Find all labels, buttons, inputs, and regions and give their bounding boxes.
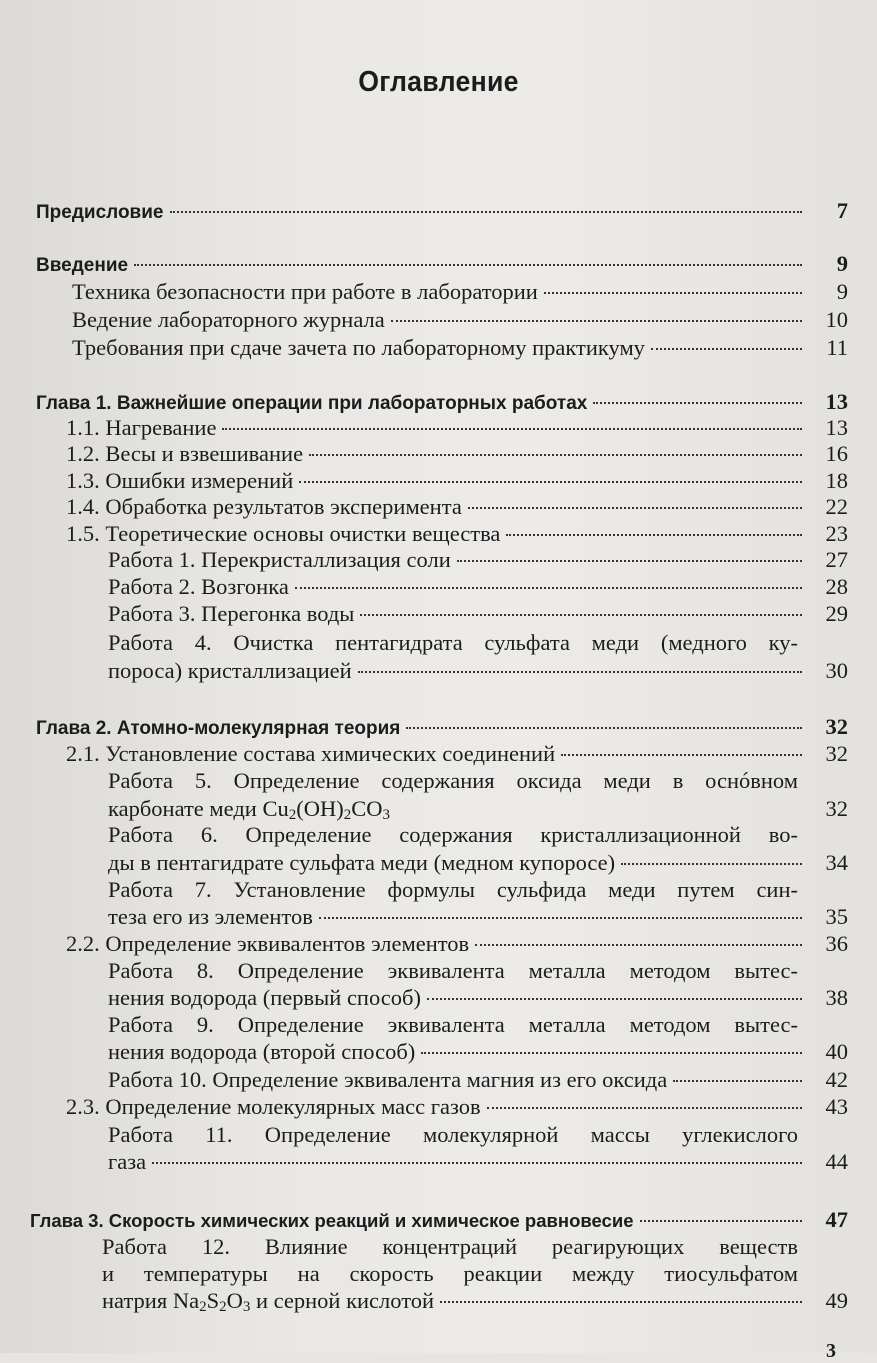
entry-page: 35	[825, 904, 848, 929]
toc-entry-1-1[interactable]	[66, 415, 848, 441]
toc-entry-1-5[interactable]	[66, 521, 848, 547]
entry-page: 32	[825, 796, 848, 821]
leader-dots	[468, 507, 802, 509]
toc-entry-1-4[interactable]	[66, 494, 848, 520]
entry-text: нения водорода (первый способ)	[108, 985, 421, 1010]
leader-dots	[593, 402, 802, 404]
entry-page: 13	[825, 389, 848, 414]
toc-entry-preface[interactable]	[36, 198, 848, 226]
entry-text: ды в пентагидрате сульфата меди (медном купоросе)	[108, 850, 616, 875]
toc-entry-work-5-line1: Работа 5. Определение содержания оксида меди в оснóвном	[108, 768, 798, 793]
leader-dots	[457, 560, 802, 562]
toc-entry-chapter-2[interactable]	[36, 714, 848, 742]
toc-entry-work-9[interactable]	[108, 1039, 848, 1065]
toc-entry-work-12-line1: Работа 12. Влияние концентраций реагирующих веществ	[102, 1234, 798, 1259]
toc-entry-work-9-line1: Работа 9. Определение эквивалента металла методом вытес-	[108, 1012, 798, 1037]
leader-dots	[391, 320, 802, 322]
toc-entry-work-11-line1: Работа 11. Определение молекулярной массы углекислого	[108, 1122, 798, 1147]
toc-entry-work-7[interactable]	[108, 904, 848, 930]
entry-text: Введение	[36, 255, 129, 276]
toc-entry-safety[interactable]	[72, 279, 848, 305]
leader-dots	[134, 264, 802, 266]
entry-text: карбонате меди $Cu_2(OH)_2CO_3$	[108, 796, 390, 823]
leader-dots	[673, 1080, 802, 1082]
toc-entry-1-2[interactable]	[66, 441, 848, 467]
toc-entry-work-3[interactable]	[108, 601, 848, 627]
entry-page: 23	[825, 521, 848, 546]
entry-page: 27	[825, 547, 848, 572]
entry-page: 10	[825, 307, 848, 332]
toc-entry-work-6[interactable]	[108, 850, 848, 876]
toc-entry-chapter-1[interactable]	[36, 389, 848, 417]
toc-entry-1-3[interactable]	[66, 468, 848, 494]
leader-dots	[561, 754, 802, 756]
toc-entry-work-12-line2: и температуры на скорость реакции между тиосульфатом	[102, 1261, 798, 1286]
toc-entry-work-4-line1: Работа 4. Очистка пентагидрата сульфата меди (медного ку-	[108, 630, 798, 655]
entry-page: 29	[825, 601, 848, 626]
entry-text: Глава 1. Важнейшие операции при лабораторных работах	[36, 393, 588, 414]
toc-entry-work-7-line1: Работа 7. Установление формулы сульфида меди путем син-	[108, 877, 798, 902]
toc-entry-work-5[interactable]	[108, 796, 848, 822]
toc-entry-journal[interactable]	[72, 307, 848, 333]
entry-text: Работа 10. Определение эквивалента магния из его оксида	[108, 1067, 668, 1092]
entry-page: 49	[825, 1288, 848, 1313]
toc-entry-intro[interactable]	[36, 251, 848, 279]
entry-page: 9	[836, 279, 848, 304]
entry-text: Работа 3. Перегонка воды	[108, 601, 355, 626]
toc-entry-work-8-line1: Работа 8. Определение эквивалента металла методом вытес-	[108, 958, 798, 983]
leader-space	[396, 809, 802, 811]
toc-entry-work-2[interactable]	[108, 574, 848, 600]
entry-page: 11	[826, 335, 848, 360]
leader-dots	[506, 534, 802, 536]
leader-dots	[170, 211, 803, 213]
entry-text: 2.3. Определение молекулярных масс газов	[66, 1094, 481, 1119]
toc-entry-work-11[interactable]	[108, 1149, 848, 1175]
toc-entry-work-10[interactable]	[108, 1067, 848, 1093]
entry-page: 38	[825, 985, 848, 1010]
leader-dots	[299, 481, 802, 483]
toc-entry-2-1[interactable]	[66, 741, 848, 767]
entry-page: 40	[825, 1039, 848, 1064]
entry-page: 43	[825, 1094, 848, 1119]
leader-dots	[406, 727, 802, 729]
entry-text: Работа 1. Перекристаллизация соли	[108, 547, 451, 572]
leader-dots	[640, 1220, 803, 1222]
toc-entry-chapter-3[interactable]	[30, 1207, 848, 1234]
leader-dots	[621, 863, 802, 865]
entry-text: Глава 2. Атомно-молекулярная теория	[36, 718, 401, 739]
page-title: Оглавление	[358, 66, 519, 98]
leader-dots	[475, 944, 802, 946]
entry-text: Техника безопасности при работе в лаборатории	[72, 279, 538, 304]
entry-text: нения водорода (второй способ)	[108, 1039, 416, 1064]
entry-text: пороса) кристаллизацией	[108, 658, 352, 683]
entry-text: Предисловие	[36, 202, 164, 223]
entry-text: Требования при сдаче зачета по лабораторному практикуму	[72, 335, 645, 360]
entry-page: 44	[825, 1149, 848, 1174]
entry-text: Ведение лабораторного журнала	[72, 307, 385, 332]
entry-page: 32	[825, 714, 848, 739]
entry-page: 28	[825, 574, 848, 599]
entry-text: натрия $Na_2S_2O_3$ и серной кислотой	[102, 1288, 435, 1315]
entry-page: 18	[825, 468, 848, 493]
entry-page: 36	[825, 931, 848, 956]
toc-entry-work-8[interactable]	[108, 985, 848, 1011]
toc-entry-work-4[interactable]	[108, 658, 848, 684]
leader-dots	[360, 614, 802, 616]
entry-page: 7	[836, 198, 848, 223]
leader-dots	[487, 1107, 802, 1109]
page-number: 3	[826, 1340, 836, 1362]
leader-dots	[152, 1162, 802, 1164]
toc-entry-work-1[interactable]	[108, 547, 848, 573]
entry-page: 22	[825, 494, 848, 519]
entry-page: 30	[825, 658, 848, 683]
entry-text: 1.3. Ошибки измерений	[66, 468, 294, 493]
leader-dots	[295, 587, 802, 589]
entry-text: 1.1. Нагревание	[66, 415, 217, 440]
entry-text: теза его из элементов	[108, 904, 313, 929]
leader-dots	[319, 917, 802, 919]
leader-dots	[440, 1301, 802, 1303]
entry-text: газа	[108, 1149, 147, 1174]
entry-text: Глава 3. Скорость химических реакций и химическое равновесие	[30, 1210, 634, 1231]
leader-dots	[427, 998, 802, 1000]
toc-entry-2-2[interactable]	[66, 931, 848, 957]
entry-page: 42	[825, 1067, 848, 1092]
entry-page: 32	[825, 741, 848, 766]
leader-dots	[421, 1052, 802, 1054]
entry-page: 9	[836, 251, 848, 276]
toc-entry-work-6-line1: Работа 6. Определение содержания кристаллизационной во-	[108, 822, 798, 847]
toc-entry-2-3[interactable]	[66, 1094, 848, 1120]
leader-dots	[309, 454, 802, 456]
leader-dots	[358, 671, 802, 673]
entry-page: 16	[825, 441, 848, 466]
leader-dots	[544, 292, 802, 294]
entry-page: 34	[825, 850, 848, 875]
entry-text: 1.4. Обработка результатов эксперимента	[66, 494, 462, 519]
toc-entry-work-12[interactable]	[102, 1288, 848, 1314]
entry-text: 1.5. Теоретические основы очистки вещества	[66, 521, 501, 546]
entry-text: 1.2. Весы и взвешивание	[66, 441, 304, 466]
leader-dots	[222, 428, 802, 430]
entry-page: 47	[825, 1207, 848, 1232]
entry-text: Работа 2. Возгонка	[108, 574, 289, 599]
leader-dots	[651, 348, 802, 350]
entry-text: 2.2. Определение эквивалентов элементов	[66, 931, 470, 956]
entry-page: 13	[825, 415, 848, 440]
entry-text: 2.1. Установление состава химических соединений	[66, 741, 556, 766]
toc-entry-credit[interactable]	[72, 335, 848, 361]
